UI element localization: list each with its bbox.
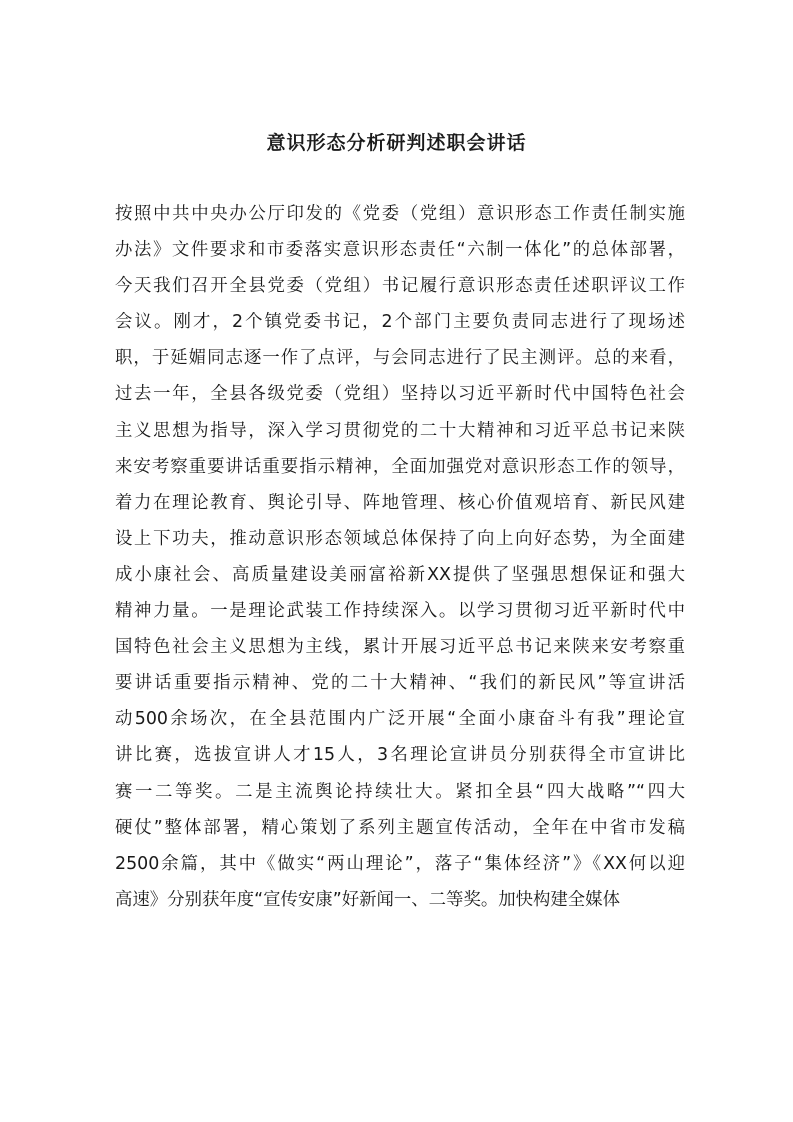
body-line: 过去一年，全县各级党委（党组）坚持以习近平新时代中国特色社会: [115, 384, 685, 405]
body-line: 今天我们召开全县党委（党组）书记履行意识形态责任述职评议工作: [115, 276, 685, 297]
body-line: 国特色社会主义思想为主线，累计开展习近平总书记来陕来安考察重: [115, 637, 685, 658]
body-line: 动500余场次，在全县范围内广泛开展“全面小康奋斗有我”理论宣: [115, 709, 685, 730]
body-line: 赛一二等奖。二是主流舆论持续壮大。紧扣全县“四大战略”“四大: [115, 781, 685, 802]
body-line: 成小康社会、高质量建设美丽富裕新XX提供了坚强思想保证和强大: [115, 564, 685, 585]
document-body: [115, 196, 685, 918]
body-line: 2500余篇，其中《做实“两山理论”，落子“集体经济”》《XX何以迎: [115, 853, 685, 874]
body-line: 办法》文件要求和市委落实意识形态责任“六制一体化”的总体部署，: [115, 240, 685, 261]
body-line: 主义思想为指导，深入学习贯彻党的二十大精神和习近平总书记来陕: [115, 420, 685, 441]
body-line: 按照中共中央办公厅印发的《党委（党组）意识形态工作责任制实施: [115, 204, 685, 224]
body-line: 要讲话重要指示精神、党的二十大精神、“我们的新民风”等宣讲活: [115, 673, 685, 694]
body-line: 设上下功夫，推动意识形态领域总体保持了向上向好态势，为全面建: [115, 528, 685, 549]
body-line: 高速》分别获年度“宣传安康”好新闻一、二等奖。加快构建全媒体: [115, 889, 620, 910]
body-line: 职，于延媚同志逐一作了点评，与会同志进行了民主测评。总的来看，: [115, 348, 685, 369]
body-line: 讲比赛，选拔宣讲人才15人，3名理论宣讲员分别获得全市宣讲比: [115, 745, 685, 766]
document-title: 意识形态分析研判述职会讲话: [266, 132, 527, 154]
body-line: 精神力量。一是理论武装工作持续深入。以学习贯彻习近平新时代中: [115, 601, 685, 622]
body-line: 会议。刚才，2个镇党委书记，2个部门主要负责同志进行了现场述: [115, 312, 685, 333]
body-line: 硬仗”整体部署，精心策划了系列主题宣传活动，全年在中省市发稿: [115, 817, 685, 838]
body-line: 来安考察重要讲话重要指示精神，全面加强党对意识形态工作的领导，: [115, 456, 685, 477]
body-line: 着力在理论教育、舆论引导、阵地管理、核心价值观培育、新民风建: [115, 492, 685, 513]
